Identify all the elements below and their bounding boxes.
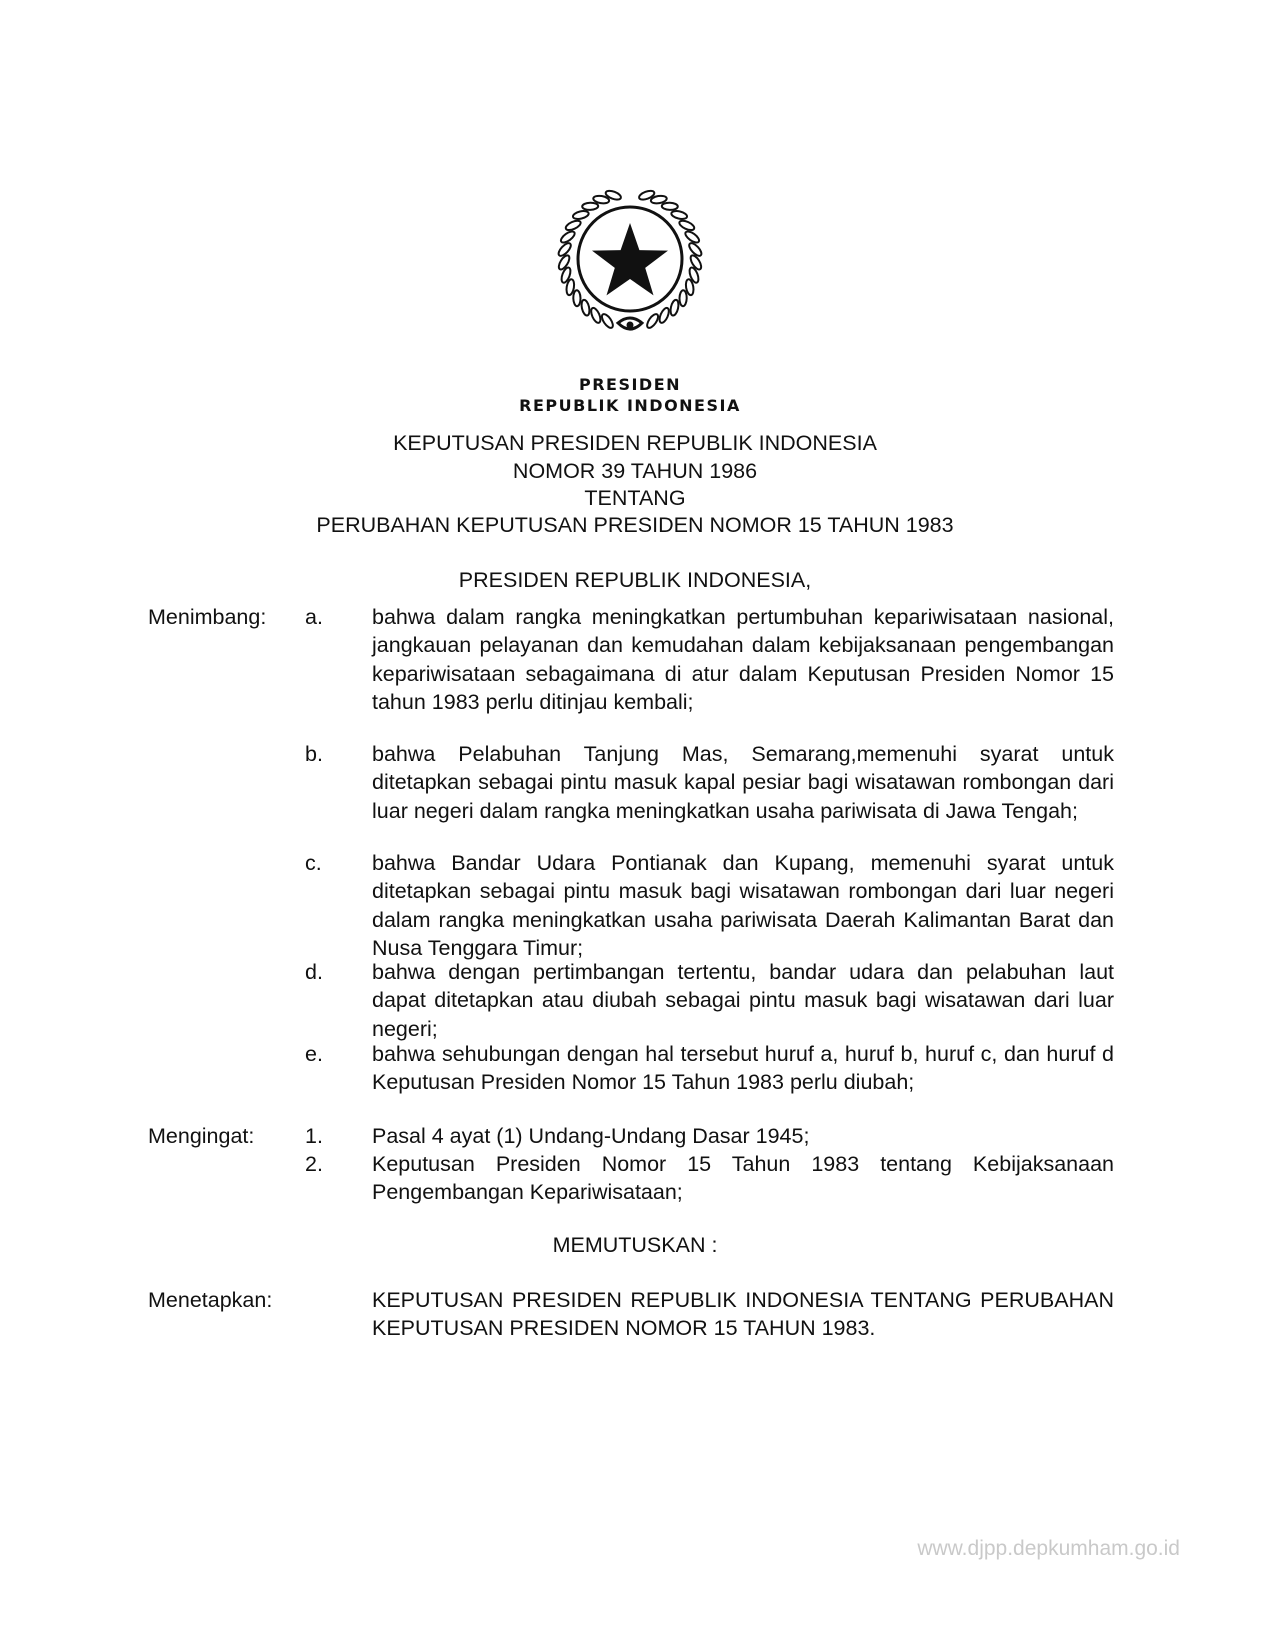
menimbang-marker-d: d. [305, 960, 323, 984]
decree-tentang: TENTANG [584, 486, 686, 510]
decree-number: NOMOR 39 TAHUN 1986 [512, 459, 758, 483]
menimbang-marker-c: c. [305, 851, 322, 875]
menimbang-item-c: bahwa Bandar Udara Pontianak dan Kupang, memenuhi syarat untuk ditetapkan sebagai pintu masuk bagi wisatawan rombongan dari luar negeri dalam rangka meningkatkan usaha pariwisata Daerah Kalimantan Barat dan Nusa Tenggara Timur; [372, 851, 1114, 961]
mengingat-label: Mengingat: [148, 1124, 255, 1148]
source-watermark: www.djpp.depkumham.go.id [917, 1537, 1180, 1560]
menetapkan-label: Menetapkan: [148, 1288, 273, 1312]
menimbang-item-b: bahwa Pelabuhan Tanjung Mas, Semarang,memenuhi syarat untuk ditetapkan sebagai pintu masuk kapal pesiar bagi wisatawan rombongan dari luar negeri dalam rangka meningkatkan usaha pariwisata di Jawa Tengah; [372, 742, 1114, 823]
menimbang-item-a: bahwa dalam rangka meningkatkan pertumbuhan kepariwisataan nasional, jangkauan pelayanan dan kemudahan dalam kebijaksanaan pengembangan kepariwisataan sebagaimana di atur dalam Keputusan Presiden Nomor 15 tahun 1983 perlu ditinjau kembali; [372, 605, 1114, 715]
mengingat-marker-1: 1. [305, 1124, 323, 1148]
menimbang-marker-e: e. [305, 1042, 323, 1066]
menimbang-marker-b: b. [305, 742, 323, 766]
president-heading: PRESIDEN REPUBLIK INDONESIA, [458, 568, 812, 592]
institution-line-1: PRESIDEN [578, 375, 682, 394]
mengingat-item-1: Pasal 4 ayat (1) Undang-Undang Dasar 1945; [372, 1124, 810, 1148]
decree-subject: PERUBAHAN KEPUTUSAN PRESIDEN NOMOR 15 TAHUN 1983 [316, 513, 954, 537]
decree-title: KEPUTUSAN PRESIDEN REPUBLIK INDONESIA [393, 431, 877, 455]
menimbang-label: Menimbang: [148, 605, 267, 629]
menetapkan-text: KEPUTUSAN PRESIDEN REPUBLIK INDONESIA TENTANG PERUBAHAN KEPUTUSAN PRESIDEN NOMOR 15 TAHUN 1983. [372, 1288, 1114, 1341]
presidential-emblem-icon [544, 181, 716, 345]
menimbang-item-d: bahwa dengan pertimbangan tertentu, bandar udara dan pelabuhan laut dapat ditetapkan atau diubah sebagai pintu masuk bagi wisatawan dari luar negeri; [372, 960, 1114, 1041]
menimbang-item-e: bahwa sehubungan dengan hal tersebut huruf a, huruf b, huruf c, dan huruf d Keputusan Presiden Nomor 15 Tahun 1983 perlu diubah; [372, 1042, 1114, 1095]
institution-line-2: REPUBLIK INDONESIA [519, 396, 741, 415]
mengingat-marker-2: 2. [305, 1152, 323, 1176]
menimbang-marker-a: a. [305, 605, 323, 629]
mengingat-item-2: Keputusan Presiden Nomor 15 Tahun 1983 tentang Kebijaksanaan Pengembangan Kepariwisataan; [372, 1152, 1114, 1205]
memutuskan-heading: MEMUTUSKAN : [552, 1233, 718, 1257]
